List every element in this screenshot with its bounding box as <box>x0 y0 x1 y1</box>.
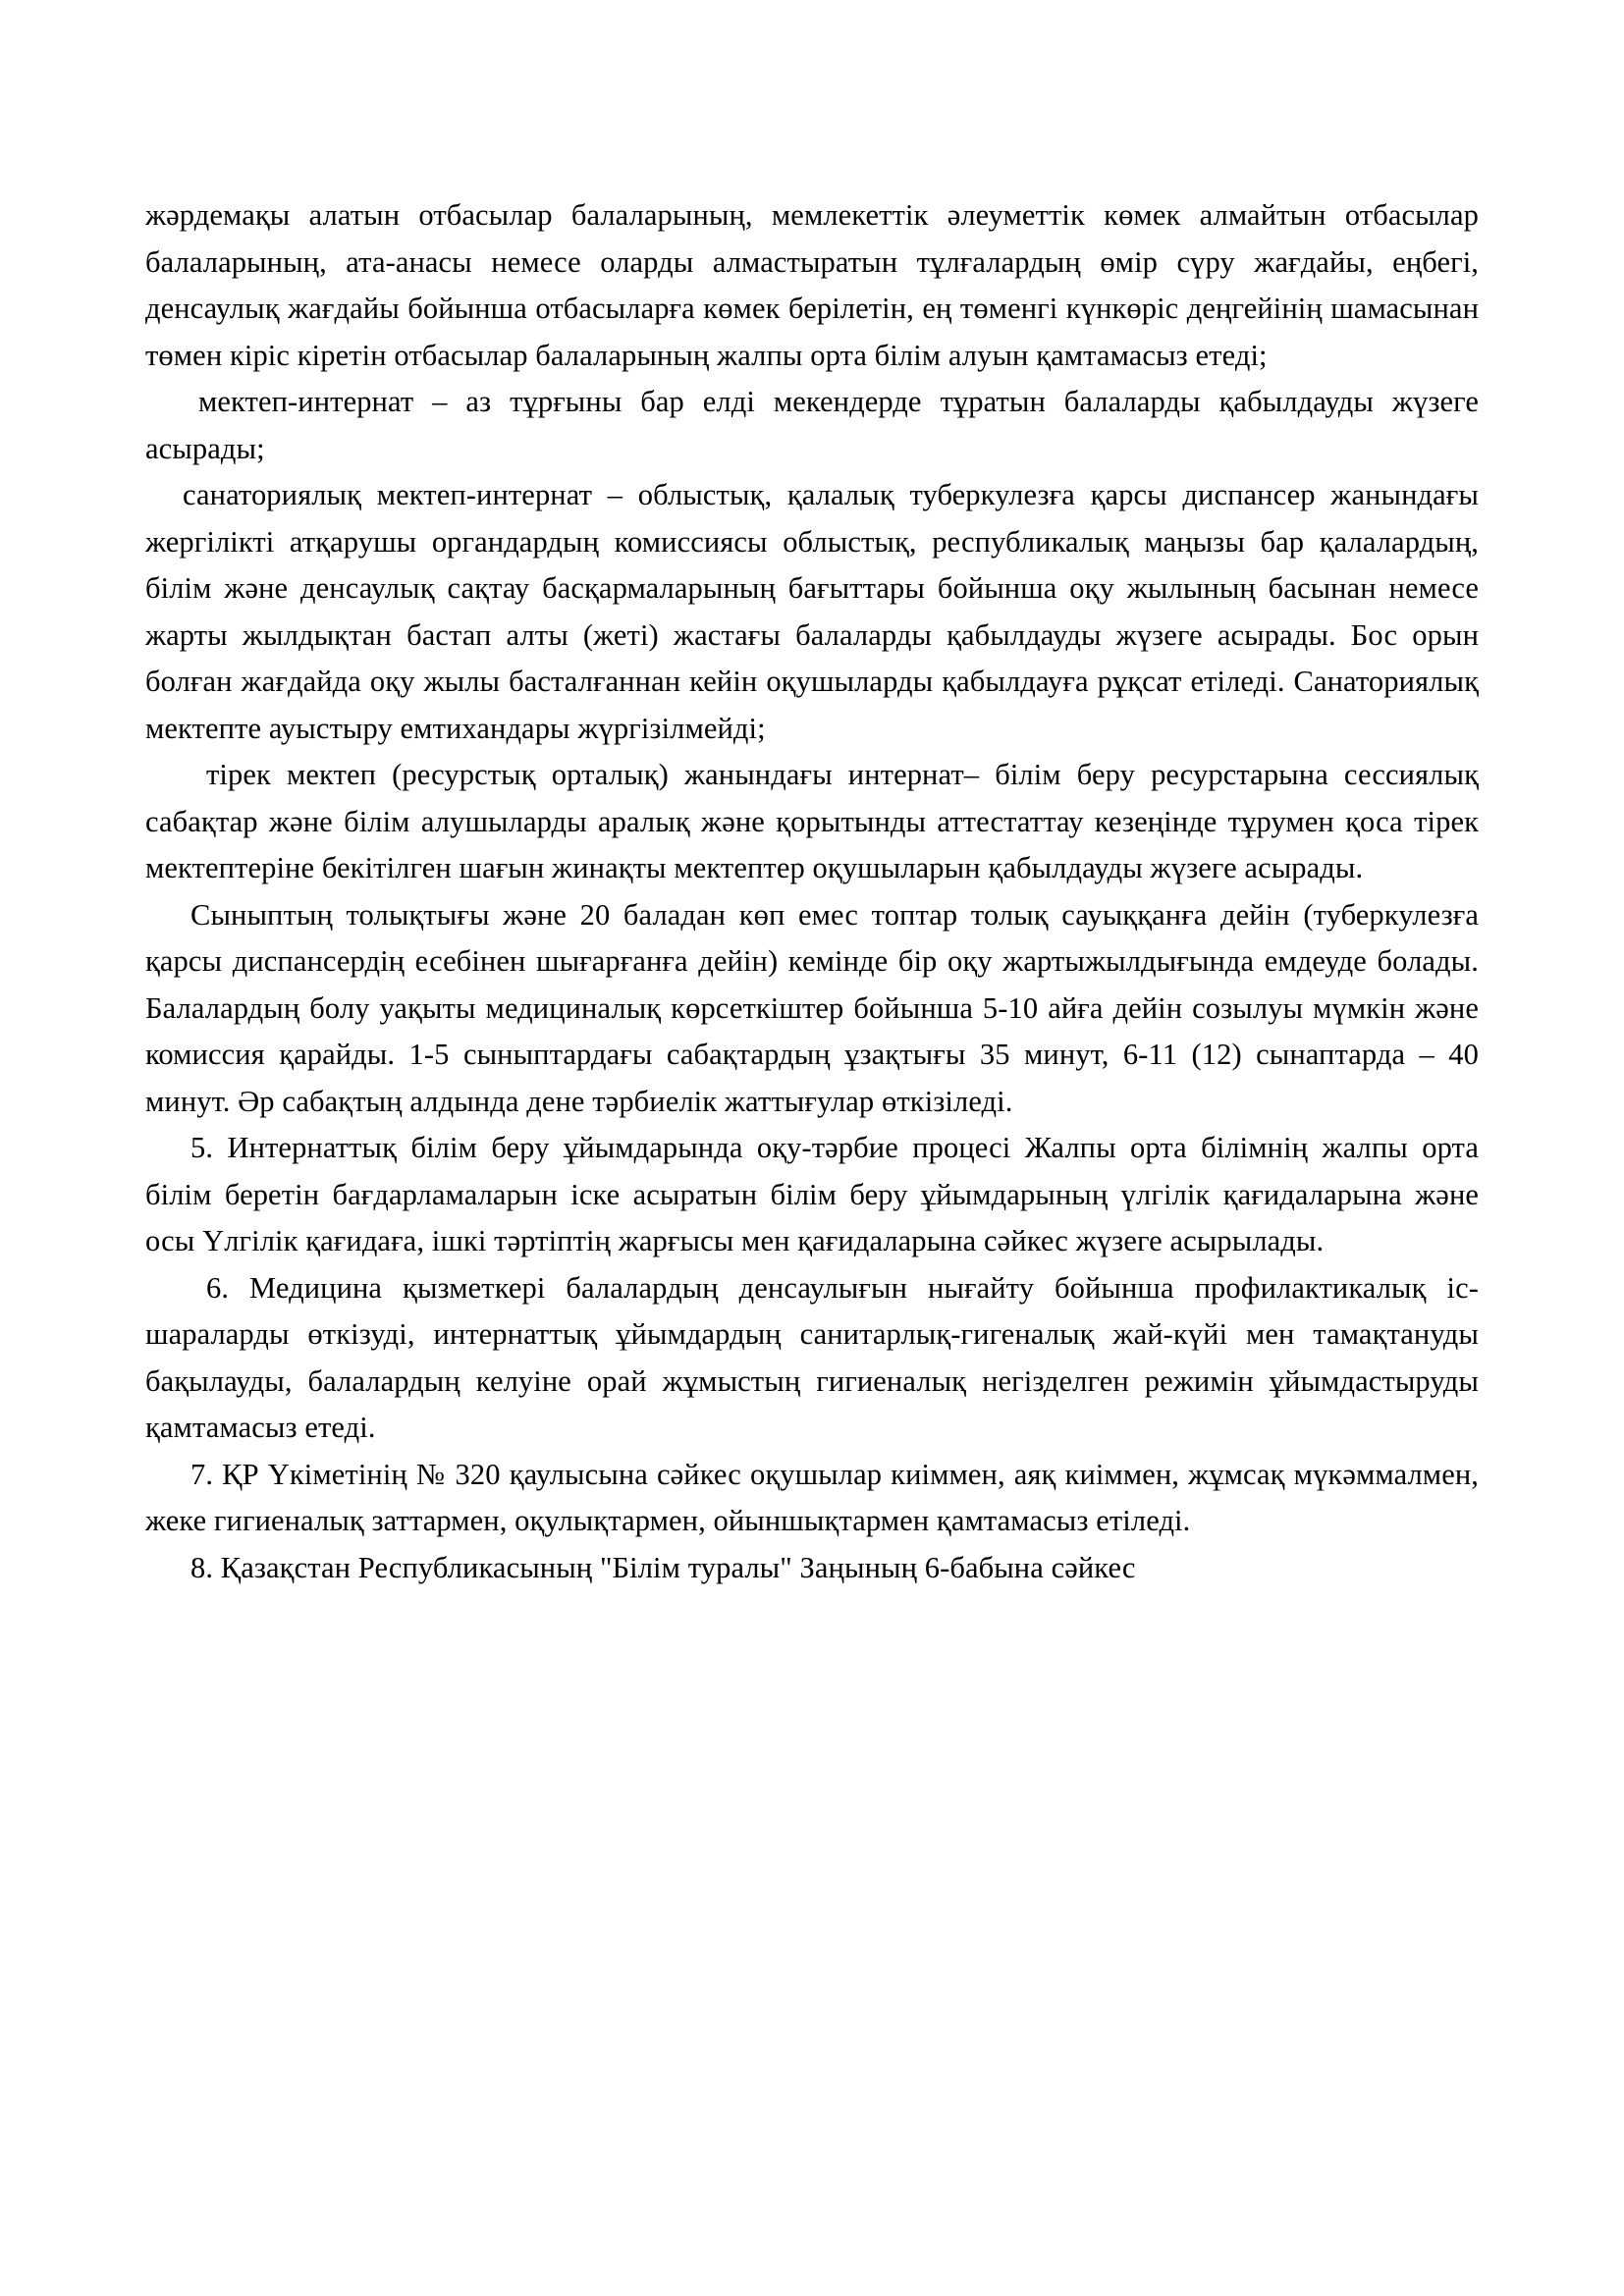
paragraph-2: мектеп-интернат – аз тұрғыны бар елді мекендерде тұратын балаларды қабылдауды жүзеге асырады; <box>145 385 1479 465</box>
paragraph-1: жәрдемақы алатын отбасылар балаларының, мемлекеттік әлеуметтік көмек алмайтын отбасылар балаларының, ата-анасы немесе оларды алмастыратын тұлғалардың өмір сүру жағдайы, еңбегі, денсаулық жағдайы бойынша отбасыларға көмек берілетін, ең төменгі күнкөріс деңгейінің шамасынан төмен кіріс кіретін отбасылар балаларының жалпы орта білім алуын қамтамасыз етеді; <box>145 198 1479 372</box>
paragraph-7-item-6: 6. Медицина қызметкері балалардың денсаулығын нығайту бойынша профилактикалық іс-шараларды өткізуді, интернаттық ұйымдардың санитарлық-гигеналық жай-күйі мен тамақтануды бақылауды, балалардың келуіне орай жұмыстың гигиеналық негізделген режимін ұйымдастыруды қамтамасыз етеді. <box>145 1270 1479 1444</box>
paragraph-6-item-5: 5. Интернаттық білім беру ұйымдарында оқу-тәрбие процесі Жалпы орта білімнің жалпы орта білім беретін бағдарламаларын іске асыратын білім беру ұйымдарының үлгілік қағидаларына және осы Үлгілік қағидаға, ішкі тәртіптің жарғысы мен қағидаларына сәйкес жүзеге асырылады. <box>145 1131 1479 1257</box>
paragraph-8-item-7: 7. ҚР Үкіметінің № 320 қаулысына сәйкес оқушылар киіммен, аяқ киіммен, жұмсақ мүкәммалмен, жеке гигиеналық заттармен, оқулықтармен, ойыншықтармен қамтамасыз етіледі. <box>145 1457 1479 1537</box>
paragraph-3: санаториялық мектеп-интернат – облыстық, қалалық туберкулезға қарсы диспансер жанындағы жергілікті атқарушы органдардың комиссиясы облыстық, республикалық маңызы бар қалалардың, білім және денсаулық сақтау басқармаларының бағыттары бойынша оқу жылының басынан немесе жарты жылдықтан бастап алты (жеті) жастағы балаларды қабылдауды жүзеге асырады. Бос орын болған жағдайда оқу жылы басталғаннан кейін оқушыларды қабылдауға рұқсат етіледі. Санаториялық мектепте ауыстыру емтихандары жүргізілмейді; <box>145 478 1479 745</box>
paragraph-4: тірек мектеп (ресурстық орталық) жанындағы интернат– білім беру ресурстарына сессиялық сабақтар және білім алушыларды аралық және қорытынды аттестаттау кезеңінде тұрумен қоса тірек мектептеріне бекітілген шағын жинақты мектептер оқушыларын қабылдауды жүзеге асырады. <box>145 758 1479 884</box>
document-body <box>145 192 1479 1591</box>
paragraph-9-item-8: 8. Қазақстан Республикасының "Білім туралы" Заңының 6-бабына сәйкес <box>190 1550 1136 1584</box>
paragraph-5: Сыныптың толықтығы және 20 баладан көп емес топтар толық сауыққанға дейін (туберкулезға қарсы диспансердің есебінен шығарғанға дейін) кемінде бір оқу жартыжылдығында емдеуде болады. Балалардың болу уақыты медициналық көрсеткіштер бойынша 5-10 айға дейін созылуы мүмкін және комиссия қарайды. 1-5 сыныптардағы сабақтардың ұзақтығы 35 минут, 6-11 (12) сынаптарда – 40 минут. Әр сабақтың алдында дене тәрбиелік жаттығулар өткізіледі. <box>145 897 1479 1118</box>
